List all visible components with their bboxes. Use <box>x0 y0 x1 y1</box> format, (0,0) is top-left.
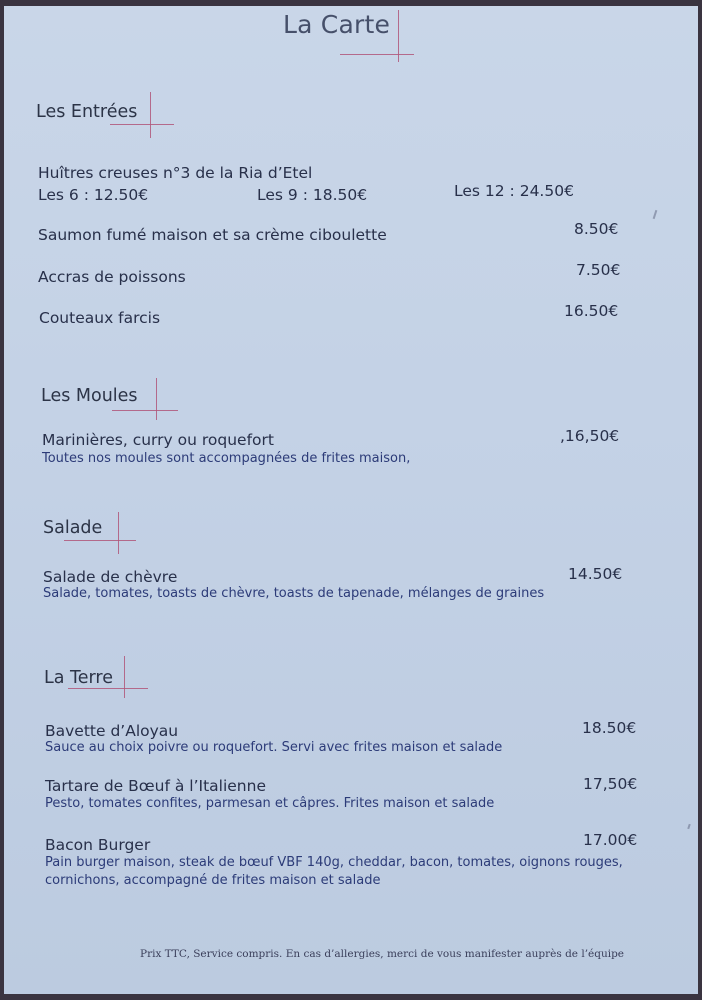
menu-item-price: 17,50€ <box>583 775 638 793</box>
paper-mark <box>653 210 658 219</box>
oysters-option-12: Les 12 : 24.50€ <box>454 182 574 200</box>
menu-item-price: 8.50€ <box>574 220 619 238</box>
paper-mark <box>687 824 690 829</box>
menu-item-description: Sauce au choix poivre ou roquefort. Servi avec frites maison et salade <box>45 740 503 755</box>
menu-item-price: 17.00€ <box>583 831 638 849</box>
menu-item-name: Bacon Burger <box>45 836 151 854</box>
footer-note: Prix TTC, Service compris. En cas d’allergies, merci de vous manifester auprès de l’équipe <box>140 948 625 960</box>
section-heading-entrees: Les Entrées <box>36 102 138 122</box>
menu-page <box>4 6 698 994</box>
menu-item-price: 16.50€ <box>564 302 619 320</box>
menu-item-description: Salade, tomates, toasts de chèvre, toasts de tapenade, mélanges de graines <box>43 586 545 601</box>
menu-item-name: Salade de chèvre <box>43 568 178 586</box>
menu-item-price: 18.50€ <box>582 719 637 737</box>
section-heading-salade: Salade <box>43 518 103 538</box>
menu-item-description: Pain burger maison, steak de bœuf VBF 140g, cheddar, bacon, tomates, oignons rouges, <box>45 855 623 870</box>
menu-item-description: Pesto, tomates confites, parmesan et câpres. Frites maison et salade <box>45 796 495 811</box>
menu-item-oysters: Huîtres creuses n°3 de la Ria d’Etel <box>38 164 313 182</box>
menu-item-price: ,16,50€ <box>560 427 620 445</box>
section-heading-moules: Les Moules <box>41 386 138 406</box>
menu-item-description: cornichons, accompagné de frites maison et salade <box>45 873 381 888</box>
menu-item-name: Couteaux farcis <box>39 309 161 327</box>
menu-item-description: Toutes nos moules sont accompagnées de frites maison, <box>42 451 411 466</box>
menu-item-price: 14.50€ <box>568 565 623 583</box>
oysters-option-9: Les 9 : 18.50€ <box>257 186 368 204</box>
menu-item-name: Bavette d’Aloyau <box>45 722 179 740</box>
menu-item-name: Marinières, curry ou roquefort <box>42 431 274 449</box>
menu-item-price: 7.50€ <box>576 261 621 279</box>
menu-item-name: Saumon fumé maison et sa crème ciboulette <box>38 226 387 244</box>
oysters-option-6: Les 6 : 12.50€ <box>38 186 149 204</box>
menu-item-name: Tartare de Bœuf à l’Italienne <box>45 777 266 795</box>
section-heading-la-terre: La Terre <box>44 668 113 688</box>
menu-item-name: Accras de poissons <box>38 268 186 286</box>
menu-title: La Carte <box>283 10 391 39</box>
